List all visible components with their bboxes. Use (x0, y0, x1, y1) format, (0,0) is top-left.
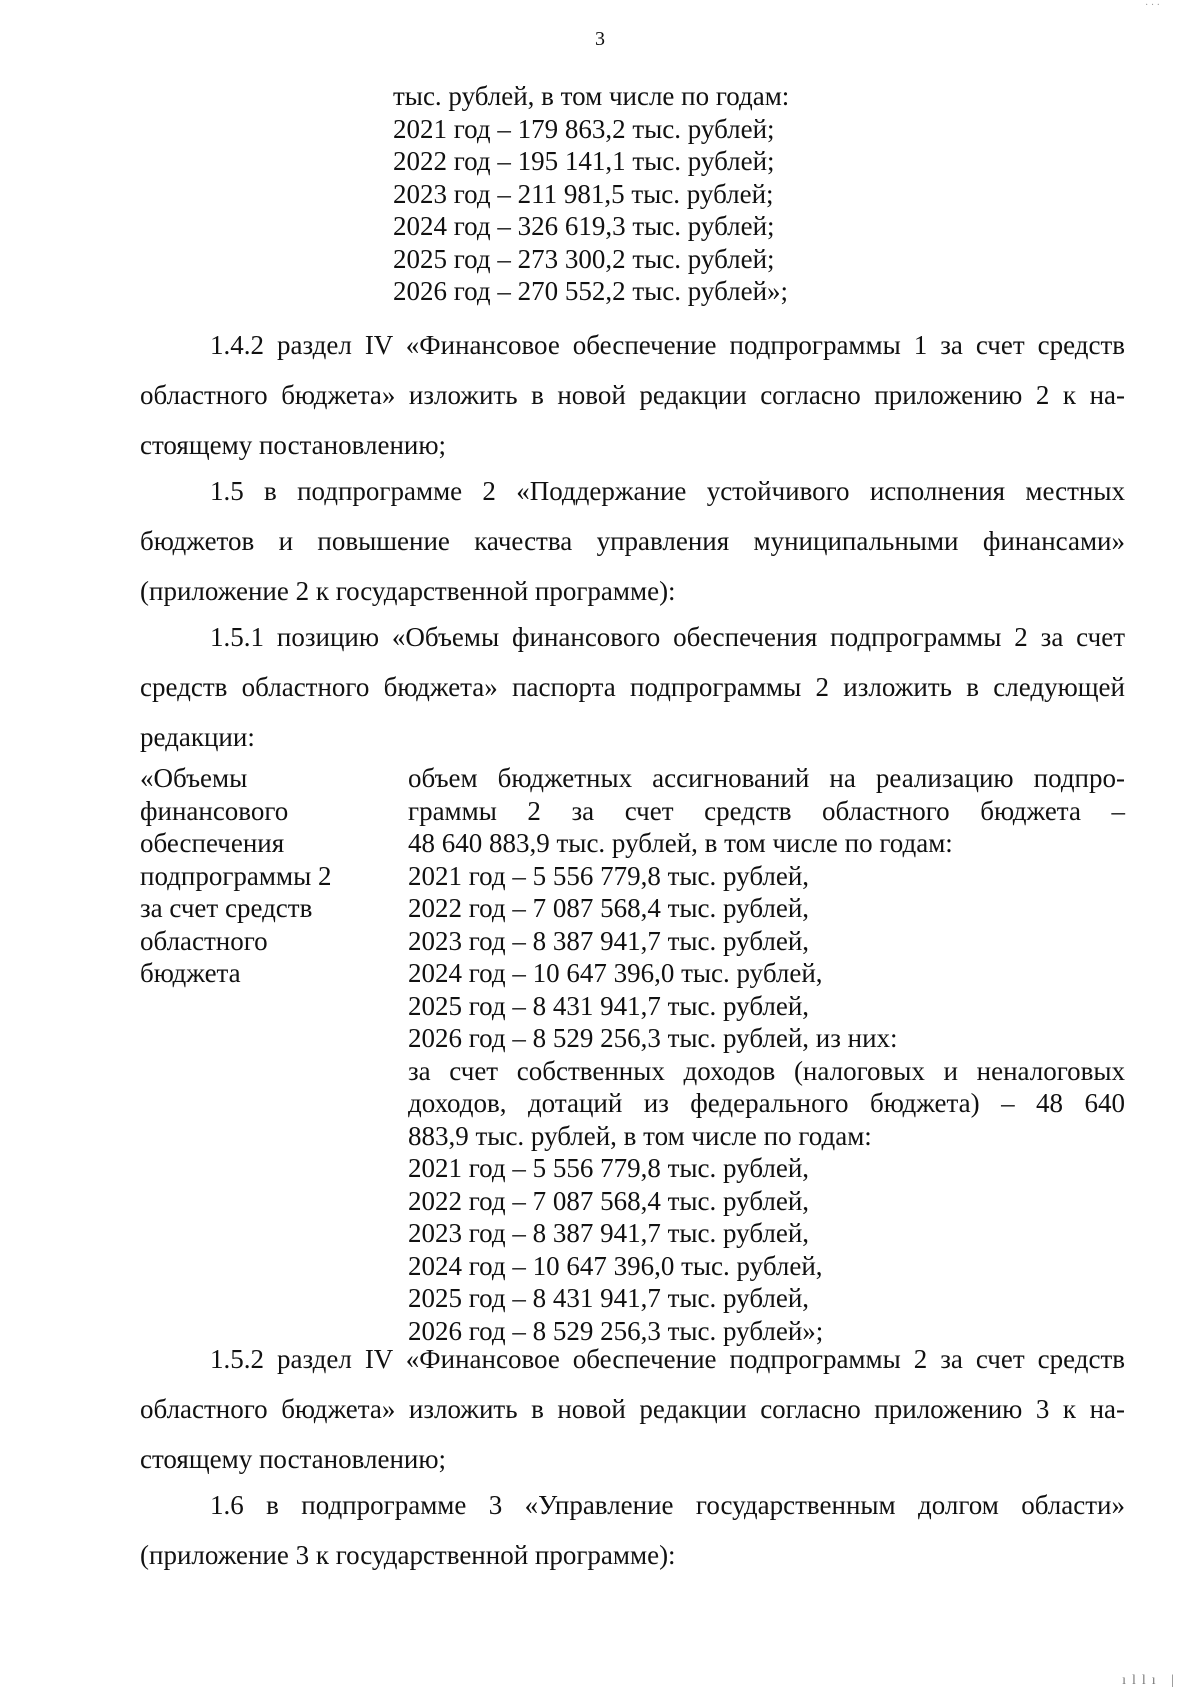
label-line: областного (140, 925, 268, 956)
text-line: 1.5.1 позицию «Объемы финансового обеспечения подпрограммы 2 за счет (210, 622, 1125, 652)
list-item: 2026 год – 270 552,2 тыс. рублей»; (393, 276, 789, 306)
list-item: тыс. рублей, в том числе по годам: (393, 81, 790, 111)
year-line: 2021 год – 5 556 779,8 тыс. рублей, (408, 1153, 810, 1183)
passport-label-column (140, 762, 390, 990)
page-number: 3 (595, 28, 605, 50)
year-line: 2024 год – 10 647 396,0 тыс. рублей, (408, 1250, 823, 1281)
year-line: 2025 год – 8 431 941,7 тыс. рублей, (408, 990, 810, 1021)
text-line: 48 640 883,9 тыс. рублей, в том числе по годам: (408, 828, 953, 858)
year-line: 2022 год – 7 087 568,4 тыс. рублей, (408, 1185, 810, 1216)
label-line: «Объемы (140, 763, 248, 793)
year-line: 2026 год – 8 529 256,3 тыс. рублей, из них: (408, 1023, 898, 1053)
text-line: за счет собственных доходов (налоговых и неналоговых (408, 1055, 1125, 1086)
text-line: областного бюджета» изложить в новой редакции согласно приложению 2 к на- (140, 380, 1125, 410)
text-line: доходов, дотаций из федерального бюджета) – 48 640 (408, 1088, 1125, 1118)
text-line: 1.6 в подпрограмме 3 «Управление государственным долгом области» (210, 1490, 1125, 1520)
text-line: средств областного бюджета» паспорта подпрограммы 2 изложить в следующей (140, 672, 1125, 702)
label-line: бюджета (140, 958, 241, 988)
text-line: 1.4.2 раздел IV «Финансовое обеспечение подпрограммы 1 за счет средств (210, 330, 1125, 360)
paragraph-1-4-2 (140, 320, 1125, 470)
list-item: 2023 год – 211 981,5 тыс. рублей; (393, 178, 774, 209)
text-line: стоящему постановлению; (140, 430, 447, 460)
label-line: подпрограммы 2 (140, 860, 332, 891)
text-line: 1.5 в подпрограмме 2 «Поддержание устойчивого исполнения местных (210, 476, 1125, 506)
scan-artifact: ıllı | (1122, 1673, 1180, 1688)
list-item: 2022 год – 195 141,1 тыс. рублей; (393, 146, 775, 176)
text-line: областного бюджета» изложить в новой редакции согласно приложению 3 к на- (140, 1394, 1125, 1424)
year-line: 2026 год – 8 529 256,3 тыс. рублей»; (408, 1315, 824, 1346)
scan-artifact: · · · (1145, 0, 1160, 11)
paragraph-1-5-2 (140, 1334, 1125, 1484)
label-line: за счет средств (140, 893, 313, 923)
text-line: 1.5.2 раздел IV «Финансовое обеспечение подпрограммы 2 за счет средств (210, 1344, 1125, 1374)
year-line: 2023 год – 8 387 941,7 тыс. рублей, (408, 925, 810, 956)
text-line: стоящему постановлению; (140, 1444, 447, 1474)
year-line: 2024 год – 10 647 396,0 тыс. рублей, (408, 958, 823, 988)
paragraph-1-5 (140, 466, 1125, 616)
year-line: 2023 год – 8 387 941,7 тыс. рублей, (408, 1218, 810, 1248)
text-line: 883,9 тыс. рублей, в том числе по годам: (408, 1120, 872, 1151)
label-line: обеспечения (140, 828, 285, 858)
passport-value-column (408, 762, 1125, 1347)
funding-by-year-list (393, 80, 789, 308)
year-line: 2025 год – 8 431 941,7 тыс. рублей, (408, 1283, 810, 1313)
text-line: граммы 2 за счет средств областного бюджета – (408, 795, 1125, 826)
text-line: (приложение 3 к государственной программе): (140, 1540, 676, 1570)
year-line: 2022 год – 7 087 568,4 тыс. рублей, (408, 893, 810, 923)
list-item: 2021 год – 179 863,2 тыс. рублей; (393, 113, 775, 144)
year-line: 2021 год – 5 556 779,8 тыс. рублей, (408, 860, 810, 891)
text-line: объем бюджетных ассигнований на реализацию подпро- (408, 763, 1125, 793)
paragraph-1-5-1 (140, 612, 1125, 762)
paragraph-1-6 (140, 1480, 1125, 1580)
list-item: 2025 год – 273 300,2 тыс. рублей; (393, 243, 775, 274)
list-item: 2024 год – 326 619,3 тыс. рублей; (393, 211, 775, 241)
text-line: (приложение 2 к государственной программе): (140, 576, 676, 606)
text-line: редакции: (140, 722, 255, 752)
text-line: бюджетов и повышение качества управления муниципальными финансами» (140, 526, 1125, 556)
label-line: финансового (140, 795, 289, 826)
